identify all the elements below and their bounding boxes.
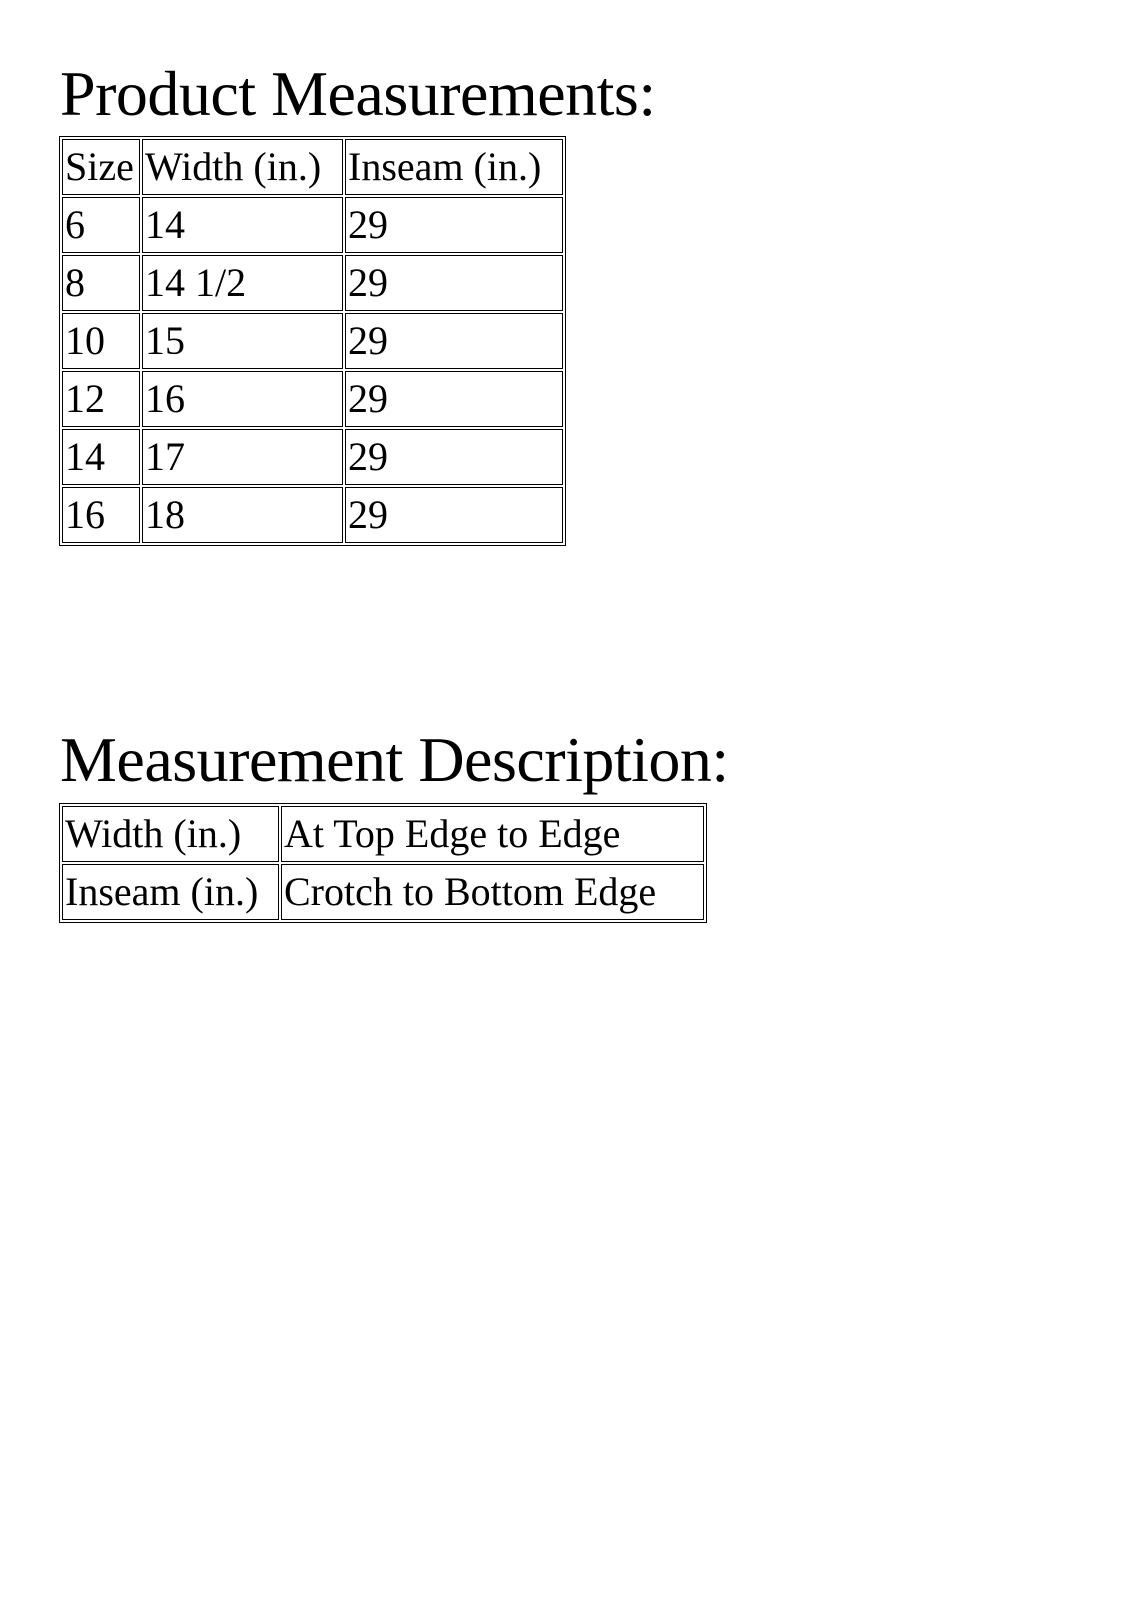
- table-row: [62, 864, 704, 920]
- cell-width: 16: [142, 371, 343, 427]
- cell-size: 16: [62, 487, 140, 543]
- measurement-description-table: [59, 803, 707, 923]
- cell-size: 8: [62, 255, 140, 311]
- table-row: [62, 313, 563, 369]
- cell-inseam: 29: [345, 487, 563, 543]
- cell-inseam: 29: [345, 313, 563, 369]
- product-measurements-title: Product Measurements:: [60, 58, 656, 129]
- cell-size: 6: [62, 197, 140, 253]
- cell-inseam: 29: [345, 371, 563, 427]
- cell-measurement-name: Inseam (in.): [62, 864, 279, 920]
- cell-width: 18: [142, 487, 343, 543]
- cell-size: 12: [62, 371, 140, 427]
- cell-size: 14: [62, 429, 140, 485]
- header-inseam: Inseam (in.): [345, 139, 563, 195]
- cell-size: 10: [62, 313, 140, 369]
- cell-measurement-description: Crotch to Bottom Edge: [281, 864, 704, 920]
- header-width: Width (in.): [142, 139, 343, 195]
- measurement-description-title: Measurement Description:: [60, 724, 729, 795]
- cell-measurement-description: At Top Edge to Edge: [281, 806, 704, 862]
- cell-inseam: 29: [345, 197, 563, 253]
- cell-inseam: 29: [345, 255, 563, 311]
- cell-width: 17: [142, 429, 343, 485]
- table-row: [62, 255, 563, 311]
- cell-measurement-name: Width (in.): [62, 806, 279, 862]
- table-row: [62, 197, 563, 253]
- table-row: [62, 487, 563, 543]
- header-size: Size: [62, 139, 140, 195]
- cell-width: 14: [142, 197, 343, 253]
- cell-width: 14 1/2: [142, 255, 343, 311]
- product-measurements-table: [59, 136, 566, 546]
- table-header-row: [62, 139, 563, 195]
- cell-width: 15: [142, 313, 343, 369]
- table-row: [62, 806, 704, 862]
- cell-inseam: 29: [345, 429, 563, 485]
- table-row: [62, 429, 563, 485]
- table-row: [62, 371, 563, 427]
